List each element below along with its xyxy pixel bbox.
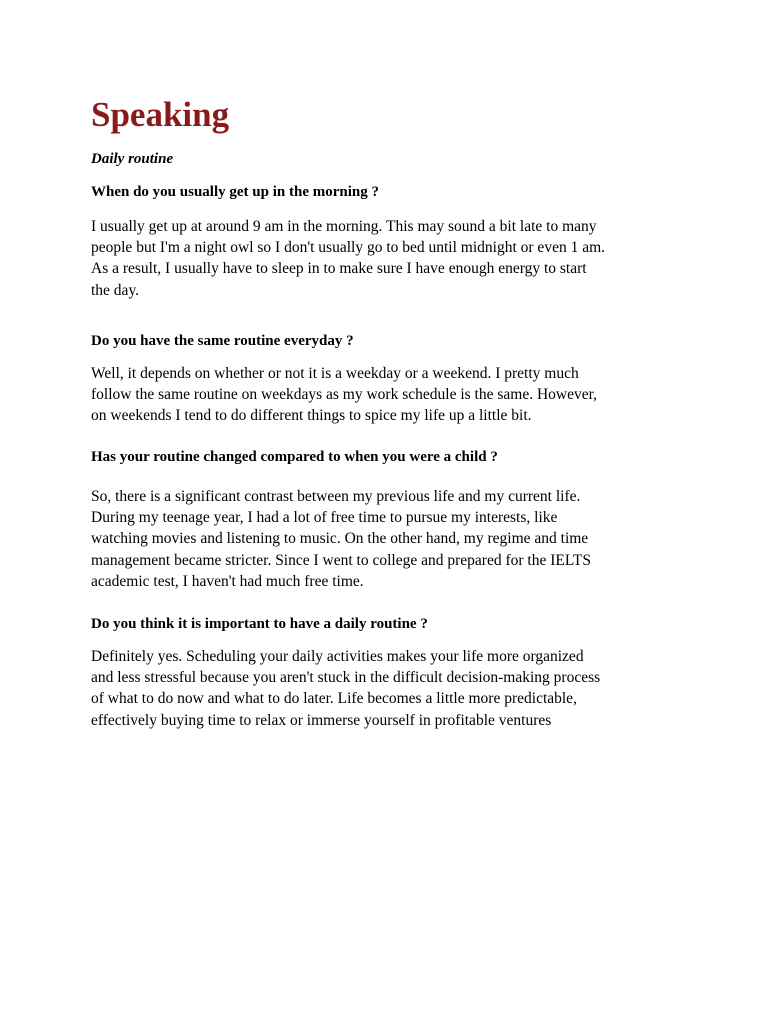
answer-line: So, there is a significant contrast between my previous life and my current life. [91,488,581,505]
answer-line: people but I'm a night owl so I don't usually go to bed until midnight or even 1 am. [91,239,606,257]
answer-line: Well, it depends on whether or not it is a weekday or a weekend. I pretty much [91,365,579,382]
answer-3 [91,486,671,592]
answer-line: Definitely yes. Scheduling your daily activities makes your life more organized [91,648,584,665]
answer-line: watching movies and listening to music. On the other hand, my regime and time [91,530,589,548]
answer-line: follow the same routine on weekdays as my work schedule is the same. However, [91,386,598,404]
answer-line: on weekends I tend to do different things to spice my life up a little bit. [91,407,532,425]
answer-line: management became stricter. Since I went to college and prepared for the IELTS [91,551,591,569]
answer-line: and less stressful because you aren't stuck in the difficult decision-making process [91,669,601,687]
answer-line: As a result, I usually have to sleep in to make sure I have enough energy to start [91,260,587,278]
topic-subtitle: Daily routine [91,151,174,167]
answer-1 [91,216,671,301]
question-4: Do you think it is important to have a daily routine ? [91,616,428,632]
answer-4 [91,646,671,731]
answer-line: During my teenage year, I had a lot of free time to pursue my interests, like [91,509,558,527]
answer-line: of what to do now and what to do later. Life becomes a little more predictable, [91,690,577,708]
question-2: Do you have the same routine everyday ? [91,333,354,349]
answer-line: the day. [91,281,140,299]
page-title: Speaking [91,95,230,134]
answer-line: effectively buying time to relax or immerse yourself in profitable ventures [91,711,552,729]
answer-line: I usually get up at around 9 am in the morning. This may sound a bit late to many [91,218,597,235]
question-1: When do you usually get up in the morning ? [91,184,379,200]
question-3: Has your routine changed compared to when you were a child ? [91,449,498,465]
answer-2 [91,363,671,427]
answer-line: academic test, I haven't had much free time. [91,572,364,590]
